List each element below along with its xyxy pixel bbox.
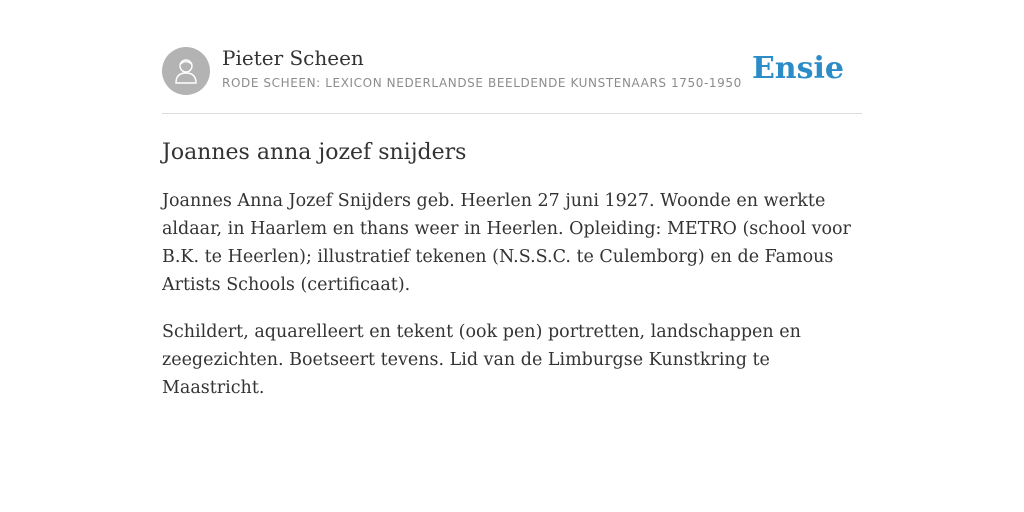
ensie-logo[interactable]: Ensie — [751, 51, 844, 86]
article-paragraph-1: Joannes Anna Jozef Snijders geb. Heerlen 27 juni 1927. Woonde en werkte aldaar, in Haarlem en thans weer in Heerlen. Opleiding: METRO (school voor B.K. te Heerlen); illustratief tekenen (N.S.S.C. te Culemborg) en de Famous Artists Schools (certificaat). — [162, 191, 851, 295]
article-header — [162, 46, 862, 114]
article-paragraph-2: Schildert, aquarelleert en tekent (ook pen) portretten, landschappen en zeegezichten. Boetseert tevens. Lid van de Limburgse Kunstkring te Maastricht. — [162, 322, 801, 398]
page — [162, 0, 862, 402]
source-name[interactable]: RODE SCHEEN: LEXICON NEDERLANDSE BEELDENDE KUNSTENAARS 1750-1950 — [222, 76, 742, 90]
author-name[interactable]: Pieter Scheen — [222, 46, 364, 70]
avatar[interactable] — [162, 47, 210, 95]
article-title: Joannes anna jozef snijders — [162, 140, 467, 165]
user-icon — [171, 56, 201, 86]
